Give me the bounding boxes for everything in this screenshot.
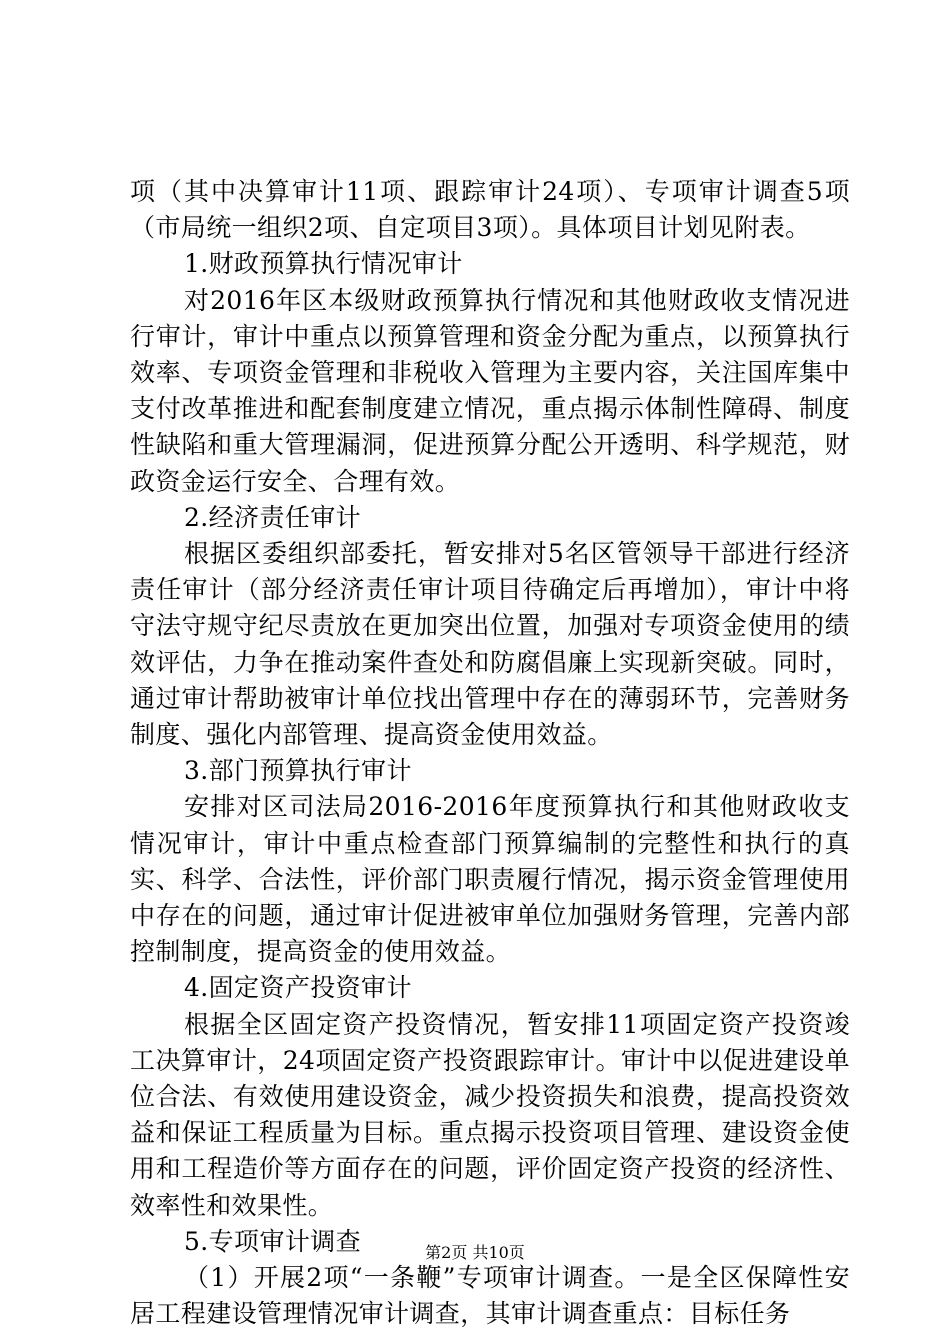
- section-heading: 1.财政预算执行情况审计: [184, 249, 463, 279]
- section-heading: 2.经济责任审计: [184, 502, 362, 532]
- body-paragraph: 项（其中决算审计11项、跟踪审计24项）、专项审计调查5项（市局统一组织2项、自定项目3项）。具体项目计划见附表。: [130, 177, 850, 243]
- body-paragraph: 根据全区固定资产投资情况，暂安排11项固定资产投资竣工决算审计，24项固定资产投资跟踪审计。审计中以促进建设单位合法、有效使用建设资金，减少投资损失和浪费，提高投资效益和保证工程质量为目标。重点揭示投资项目管理、建设资金使用和工程造价等方面存在的问题，评价固定资产投资的经济性、效率性和效果性。: [130, 1009, 850, 1220]
- body-paragraph: 安排对区司法局2016-2016年度预算执行和其他财政收支情况审计，审计中重点检查部门预算编制的完整性和执行的真实、科学、合法性，评价部门职责履行情况，揭示资金管理使用中存在的问题，通过审计促进被审单位加强财务管理，完善内部控制制度，提高资金的使用效益。: [130, 792, 850, 967]
- body-paragraph: 对2016年区本级财政预算执行情况和其他财政收支情况进行审计，审计中重点以预算管理和资金分配为重点，以预算执行效率、专项资金管理和非税收入管理为主要内容，关注国库集中支付改革推进和配套制度建立情况，重点揭示体制性障碍、制度性缺陷和重大管理漏洞，促进预算分配公开透明、科学规范，财政资金运行安全、合理有效。: [130, 285, 850, 496]
- section-heading: 3.部门预算执行审计: [184, 756, 412, 786]
- body-paragraph: 根据区委组织部委托，暂安排对5名区管领导干部进行经济责任审计（部分经济责任审计项目待确定后再增加），审计中将守法守规守纪尽责放在更加突出位置，加强对专项资金使用的绩效评估，力争在推动案件查处和防腐倡廉上实现新突破。同时，通过审计帮助被审计单位找出管理中存在的薄弱环节，完善财务制度、强化内部管理、提高资金使用效益。: [130, 539, 850, 750]
- section-heading: 4.固定资产投资审计: [184, 973, 412, 1003]
- page-number-footer: 第2页 共10页: [425, 1243, 525, 1262]
- section-heading: 5.专项审计调查: [184, 1226, 362, 1256]
- document-body: [130, 174, 850, 1333]
- body-paragraph: （1）开展2项“一条鞭”专项审计调查。一是全区保障性安居工程建设管理情况审计调查，其审计调查重点：目标任务: [130, 1263, 850, 1329]
